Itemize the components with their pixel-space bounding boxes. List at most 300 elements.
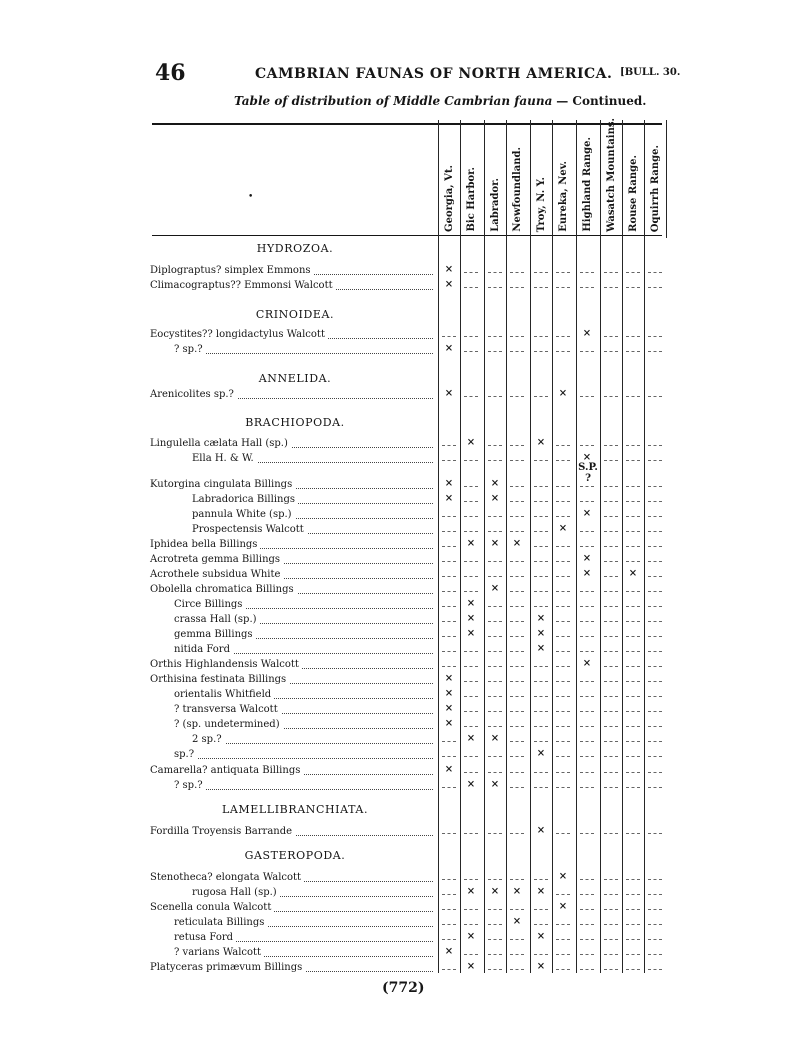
empty-cell bbox=[604, 279, 618, 288]
taxon-name bbox=[140, 946, 435, 959]
empty-cell bbox=[626, 493, 640, 502]
table-caption bbox=[234, 94, 654, 108]
column-header bbox=[644, 128, 666, 232]
column-header bbox=[530, 128, 552, 232]
empty-cell bbox=[442, 643, 456, 652]
empty-cell bbox=[464, 328, 478, 337]
presence-mark: × bbox=[536, 613, 546, 624]
taxon-name bbox=[140, 673, 435, 686]
empty-cell bbox=[556, 718, 570, 727]
empty-cell bbox=[580, 673, 594, 682]
empty-cell bbox=[626, 871, 640, 880]
empty-cell bbox=[626, 523, 640, 532]
empty-cell bbox=[604, 437, 618, 446]
empty-cell bbox=[510, 523, 524, 532]
empty-cell bbox=[556, 643, 570, 652]
empty-cell bbox=[534, 538, 548, 547]
empty-cell bbox=[604, 673, 618, 682]
taxon-label: Ella H. & W. bbox=[192, 453, 257, 464]
empty-cell bbox=[488, 673, 502, 682]
taxon-label: orientalis Whitfield bbox=[174, 689, 274, 700]
taxon-label: Stenotheca? elongata Walcott bbox=[150, 872, 304, 883]
empty-cell bbox=[534, 583, 548, 592]
empty-cell bbox=[648, 673, 662, 682]
taxon-name bbox=[140, 733, 435, 746]
empty-cell bbox=[488, 388, 502, 397]
empty-cell bbox=[488, 613, 502, 622]
presence-mark: × bbox=[536, 748, 546, 759]
taxon-name bbox=[140, 748, 435, 761]
empty-cell bbox=[648, 688, 662, 697]
empty-cell bbox=[442, 733, 456, 742]
empty-cell bbox=[604, 779, 618, 788]
empty-cell bbox=[604, 901, 618, 910]
empty-cell bbox=[464, 388, 478, 397]
taxon-label: Scenella conula Walcott bbox=[150, 902, 274, 913]
empty-cell bbox=[604, 916, 618, 925]
empty-cell bbox=[556, 493, 570, 502]
taxon-label: ? transversa Walcott bbox=[174, 704, 281, 715]
presence-mark: × bbox=[512, 538, 522, 549]
empty-cell bbox=[534, 523, 548, 532]
empty-cell bbox=[510, 328, 524, 337]
empty-cell bbox=[442, 508, 456, 517]
empty-cell bbox=[626, 748, 640, 757]
taxon-name bbox=[140, 886, 435, 899]
empty-cell bbox=[510, 733, 524, 742]
empty-cell bbox=[580, 946, 594, 955]
empty-cell bbox=[626, 643, 640, 652]
taxon-name bbox=[140, 916, 435, 929]
empty-cell bbox=[626, 538, 640, 547]
empty-cell bbox=[556, 538, 570, 547]
empty-cell bbox=[648, 388, 662, 397]
empty-cell bbox=[534, 718, 548, 727]
presence-mark: × bbox=[512, 916, 522, 927]
empty-cell bbox=[648, 946, 662, 955]
empty-cell bbox=[626, 508, 640, 517]
empty-cell bbox=[626, 916, 640, 925]
empty-cell bbox=[510, 931, 524, 940]
presence-mark: × bbox=[466, 538, 476, 549]
empty-cell bbox=[604, 388, 618, 397]
taxon-label: Camarella? antiquata Billings bbox=[150, 765, 303, 776]
empty-cell bbox=[534, 328, 548, 337]
empty-cell bbox=[534, 598, 548, 607]
empty-cell bbox=[556, 437, 570, 446]
empty-cell bbox=[534, 779, 548, 788]
column-divider bbox=[600, 120, 601, 973]
empty-cell bbox=[648, 658, 662, 667]
section-heading: LAMELLIBRANCHIATA. bbox=[221, 803, 369, 816]
empty-cell bbox=[464, 643, 478, 652]
taxon-name bbox=[140, 523, 435, 536]
taxon-name bbox=[140, 328, 435, 341]
taxon-name bbox=[140, 553, 435, 566]
empty-cell bbox=[648, 886, 662, 895]
empty-cell bbox=[648, 598, 662, 607]
column-header bbox=[438, 128, 460, 232]
empty-cell bbox=[510, 871, 524, 880]
column-header bbox=[600, 118, 622, 232]
empty-cell bbox=[626, 388, 640, 397]
empty-cell bbox=[488, 279, 502, 288]
empty-cell bbox=[534, 688, 548, 697]
presence-mark: × bbox=[536, 628, 546, 639]
empty-cell bbox=[510, 764, 524, 773]
empty-cell bbox=[648, 523, 662, 532]
empty-cell bbox=[534, 673, 548, 682]
empty-cell bbox=[648, 825, 662, 834]
presence-mark: × bbox=[536, 437, 546, 448]
empty-cell bbox=[442, 568, 456, 577]
empty-cell bbox=[488, 688, 502, 697]
empty-cell bbox=[464, 658, 478, 667]
empty-cell bbox=[510, 946, 524, 955]
empty-cell bbox=[580, 871, 594, 880]
presence-mark: × bbox=[444, 279, 454, 290]
leader-dots bbox=[174, 789, 433, 790]
empty-cell bbox=[510, 452, 524, 461]
empty-cell bbox=[488, 628, 502, 637]
empty-cell bbox=[648, 718, 662, 727]
empty-cell bbox=[580, 388, 594, 397]
empty-cell bbox=[510, 598, 524, 607]
empty-cell bbox=[464, 946, 478, 955]
empty-cell bbox=[604, 658, 618, 667]
empty-cell bbox=[626, 886, 640, 895]
taxon-name bbox=[140, 779, 435, 792]
caption-title: Table of distribution of Middle Cambrian fauna bbox=[234, 94, 553, 108]
empty-cell bbox=[648, 568, 662, 577]
page-number: 46 bbox=[155, 60, 186, 86]
empty-cell bbox=[534, 553, 548, 562]
empty-cell bbox=[510, 508, 524, 517]
empty-cell bbox=[580, 279, 594, 288]
presence-mark: × bbox=[490, 733, 500, 744]
section-heading: BRACHIOPODA. bbox=[245, 416, 345, 429]
empty-cell bbox=[626, 931, 640, 940]
empty-cell bbox=[488, 328, 502, 337]
presence-mark: × bbox=[582, 328, 592, 339]
taxon-label: Acrothele subsidua White bbox=[150, 569, 283, 580]
table-header-rule bbox=[152, 235, 662, 236]
empty-cell bbox=[534, 568, 548, 577]
presence-mark: × bbox=[490, 779, 500, 790]
taxon-name bbox=[140, 613, 435, 626]
empty-cell bbox=[464, 493, 478, 502]
empty-cell bbox=[488, 343, 502, 352]
empty-cell bbox=[556, 279, 570, 288]
taxon-name bbox=[140, 452, 435, 465]
empty-cell bbox=[534, 264, 548, 273]
presence-mark: × bbox=[466, 598, 476, 609]
empty-cell bbox=[464, 508, 478, 517]
taxon-label: Lingulella cælata Hall (sp.) bbox=[150, 438, 291, 449]
empty-cell bbox=[626, 961, 640, 970]
empty-cell bbox=[626, 583, 640, 592]
empty-cell bbox=[534, 871, 548, 880]
empty-cell bbox=[604, 478, 618, 487]
empty-cell bbox=[534, 916, 548, 925]
empty-cell bbox=[556, 613, 570, 622]
taxon-name bbox=[140, 628, 435, 641]
empty-cell bbox=[464, 673, 478, 682]
taxon-label: rugosa Hall (sp.) bbox=[192, 887, 280, 898]
empty-cell bbox=[556, 703, 570, 712]
empty-cell bbox=[464, 825, 478, 834]
empty-cell bbox=[510, 673, 524, 682]
empty-cell bbox=[556, 508, 570, 517]
column-header bbox=[506, 128, 528, 232]
empty-cell bbox=[580, 764, 594, 773]
taxon-label: ? varians Walcott bbox=[174, 947, 264, 958]
taxon-label: 2 sp.? bbox=[192, 734, 225, 745]
presence-mark: × bbox=[536, 643, 546, 654]
taxon-name bbox=[140, 764, 435, 777]
empty-cell bbox=[442, 748, 456, 757]
presence-mark: × bbox=[444, 343, 454, 354]
table-top-rule bbox=[152, 123, 662, 125]
empty-cell bbox=[626, 613, 640, 622]
presence-mark: × bbox=[536, 961, 546, 972]
empty-cell bbox=[556, 328, 570, 337]
page-footer-number: (772) bbox=[382, 980, 425, 996]
taxon-label: Orthis Highlandensis Walcott bbox=[150, 659, 302, 670]
empty-cell bbox=[534, 388, 548, 397]
presence-mark: × bbox=[444, 703, 454, 714]
empty-cell bbox=[534, 764, 548, 773]
empty-cell bbox=[464, 523, 478, 532]
empty-cell bbox=[510, 493, 524, 502]
taxon-label: crassa Hall (sp.) bbox=[174, 614, 260, 625]
empty-cell bbox=[510, 437, 524, 446]
empty-cell bbox=[442, 598, 456, 607]
empty-cell bbox=[626, 628, 640, 637]
empty-cell bbox=[464, 568, 478, 577]
empty-cell bbox=[648, 901, 662, 910]
taxon-label: sp.? bbox=[174, 749, 197, 760]
empty-cell bbox=[556, 916, 570, 925]
empty-cell bbox=[510, 343, 524, 352]
section-heading: GASTEROPODA. bbox=[244, 849, 346, 862]
empty-cell bbox=[604, 568, 618, 577]
column-divider bbox=[530, 120, 531, 973]
presence-mark: × bbox=[444, 764, 454, 775]
empty-cell bbox=[442, 871, 456, 880]
empty-cell bbox=[464, 916, 478, 925]
column-header-label: Georgia, Vt. bbox=[443, 165, 455, 232]
empty-cell bbox=[580, 493, 594, 502]
taxon-name bbox=[140, 643, 435, 656]
empty-cell bbox=[464, 264, 478, 273]
empty-cell bbox=[580, 886, 594, 895]
leader-dots bbox=[174, 758, 433, 759]
empty-cell bbox=[626, 703, 640, 712]
presence-mark: × bbox=[466, 961, 476, 972]
empty-cell bbox=[580, 733, 594, 742]
taxon-label: retusa Ford bbox=[174, 932, 236, 943]
empty-cell bbox=[488, 718, 502, 727]
column-header-label: Newfoundland. bbox=[511, 147, 523, 232]
column-divider bbox=[622, 120, 623, 973]
taxon-label: Circe Billings bbox=[174, 599, 245, 610]
empty-cell bbox=[464, 748, 478, 757]
empty-cell bbox=[648, 279, 662, 288]
presence-mark: × bbox=[582, 658, 592, 669]
leader-dots bbox=[174, 353, 433, 354]
empty-cell bbox=[626, 673, 640, 682]
empty-cell bbox=[580, 688, 594, 697]
empty-cell bbox=[510, 279, 524, 288]
empty-cell bbox=[534, 343, 548, 352]
empty-cell bbox=[626, 598, 640, 607]
column-header-label: Eureka, Nev. bbox=[557, 161, 569, 232]
taxon-label: ? sp.? bbox=[174, 780, 206, 791]
empty-cell bbox=[442, 916, 456, 925]
taxon-name bbox=[140, 478, 435, 491]
column-header-label: Highland Range. bbox=[581, 137, 593, 232]
empty-cell bbox=[580, 718, 594, 727]
empty-cell bbox=[604, 961, 618, 970]
empty-cell bbox=[604, 328, 618, 337]
empty-cell bbox=[556, 452, 570, 461]
empty-cell bbox=[604, 628, 618, 637]
taxon-label: Labradorica Billings bbox=[192, 494, 298, 505]
bulletin-reference: [BULL. 30. bbox=[620, 67, 681, 78]
empty-cell bbox=[580, 931, 594, 940]
caption-suffix: — Continued. bbox=[556, 94, 647, 108]
empty-cell bbox=[556, 886, 570, 895]
empty-cell bbox=[488, 598, 502, 607]
empty-cell bbox=[442, 437, 456, 446]
empty-cell bbox=[604, 553, 618, 562]
empty-cell bbox=[510, 718, 524, 727]
empty-cell bbox=[464, 764, 478, 773]
empty-cell bbox=[556, 688, 570, 697]
column-header-label: Bic Harbor. bbox=[465, 167, 477, 232]
empty-cell bbox=[442, 901, 456, 910]
presence-mark: × bbox=[558, 523, 568, 534]
taxon-label: reticulata Billings bbox=[174, 917, 267, 928]
taxon-label: Iphidea bella Billings bbox=[150, 539, 260, 550]
cell-note: S.P. ? bbox=[578, 462, 598, 484]
empty-cell bbox=[534, 478, 548, 487]
section-heading: ANNELIDA. bbox=[258, 372, 332, 385]
empty-cell bbox=[604, 871, 618, 880]
empty-cell bbox=[464, 871, 478, 880]
presence-mark: × bbox=[490, 886, 500, 897]
empty-cell bbox=[488, 916, 502, 925]
empty-cell bbox=[510, 643, 524, 652]
empty-cell bbox=[580, 643, 594, 652]
empty-cell bbox=[534, 658, 548, 667]
empty-cell bbox=[556, 931, 570, 940]
empty-cell bbox=[626, 688, 640, 697]
empty-cell bbox=[510, 901, 524, 910]
empty-cell bbox=[464, 901, 478, 910]
taxon-label: Obolella chromatica Billings bbox=[150, 584, 297, 595]
presence-mark: × bbox=[466, 628, 476, 639]
empty-cell bbox=[488, 748, 502, 757]
empty-cell bbox=[648, 493, 662, 502]
presence-mark: × bbox=[466, 931, 476, 942]
empty-cell bbox=[604, 598, 618, 607]
running-title: CAMBRIAN FAUNAS OF NORTH AMERICA. bbox=[255, 66, 613, 82]
empty-cell bbox=[534, 493, 548, 502]
empty-cell bbox=[626, 825, 640, 834]
taxon-name bbox=[140, 825, 435, 838]
taxon-name bbox=[140, 493, 435, 506]
empty-cell bbox=[464, 553, 478, 562]
taxon-label: Climacograptus?? Emmonsi Walcott bbox=[150, 280, 336, 291]
empty-cell bbox=[556, 748, 570, 757]
leader-dots bbox=[192, 743, 433, 744]
empty-cell bbox=[648, 961, 662, 970]
presence-mark: × bbox=[558, 901, 568, 912]
column-header-label: Oquirrh Range. bbox=[649, 144, 661, 232]
presence-mark: × bbox=[536, 825, 546, 836]
empty-cell bbox=[488, 931, 502, 940]
empty-cell bbox=[442, 825, 456, 834]
column-divider bbox=[552, 120, 553, 973]
empty-cell bbox=[534, 901, 548, 910]
taxon-name bbox=[140, 703, 435, 716]
empty-cell bbox=[442, 628, 456, 637]
empty-cell bbox=[604, 946, 618, 955]
empty-cell bbox=[648, 733, 662, 742]
empty-cell bbox=[464, 718, 478, 727]
empty-cell bbox=[556, 779, 570, 788]
taxon-label: Kutorgina cingulata Billings bbox=[150, 479, 295, 490]
presence-mark: × bbox=[558, 388, 568, 399]
column-header bbox=[576, 128, 598, 232]
taxon-name bbox=[140, 931, 435, 944]
empty-cell bbox=[626, 658, 640, 667]
empty-cell bbox=[488, 825, 502, 834]
empty-cell bbox=[580, 779, 594, 788]
empty-cell bbox=[510, 478, 524, 487]
empty-cell bbox=[648, 508, 662, 517]
taxon-name bbox=[140, 871, 435, 884]
empty-cell bbox=[464, 478, 478, 487]
empty-cell bbox=[648, 779, 662, 788]
empty-cell bbox=[556, 628, 570, 637]
taxon-name bbox=[140, 658, 435, 671]
empty-cell bbox=[556, 583, 570, 592]
presence-mark: × bbox=[444, 388, 454, 399]
empty-cell bbox=[510, 388, 524, 397]
empty-cell bbox=[604, 931, 618, 940]
column-divider bbox=[666, 120, 667, 238]
empty-cell bbox=[580, 598, 594, 607]
empty-cell bbox=[510, 264, 524, 273]
empty-cell bbox=[626, 764, 640, 773]
presence-mark: × bbox=[536, 931, 546, 942]
empty-cell bbox=[510, 628, 524, 637]
empty-cell bbox=[626, 779, 640, 788]
empty-cell bbox=[556, 946, 570, 955]
taxon-name bbox=[140, 388, 435, 401]
empty-cell bbox=[488, 568, 502, 577]
empty-cell bbox=[580, 961, 594, 970]
empty-cell bbox=[556, 733, 570, 742]
empty-cell bbox=[580, 748, 594, 757]
empty-cell bbox=[510, 613, 524, 622]
empty-cell bbox=[464, 703, 478, 712]
empty-cell bbox=[442, 613, 456, 622]
presence-mark: × bbox=[466, 886, 476, 897]
